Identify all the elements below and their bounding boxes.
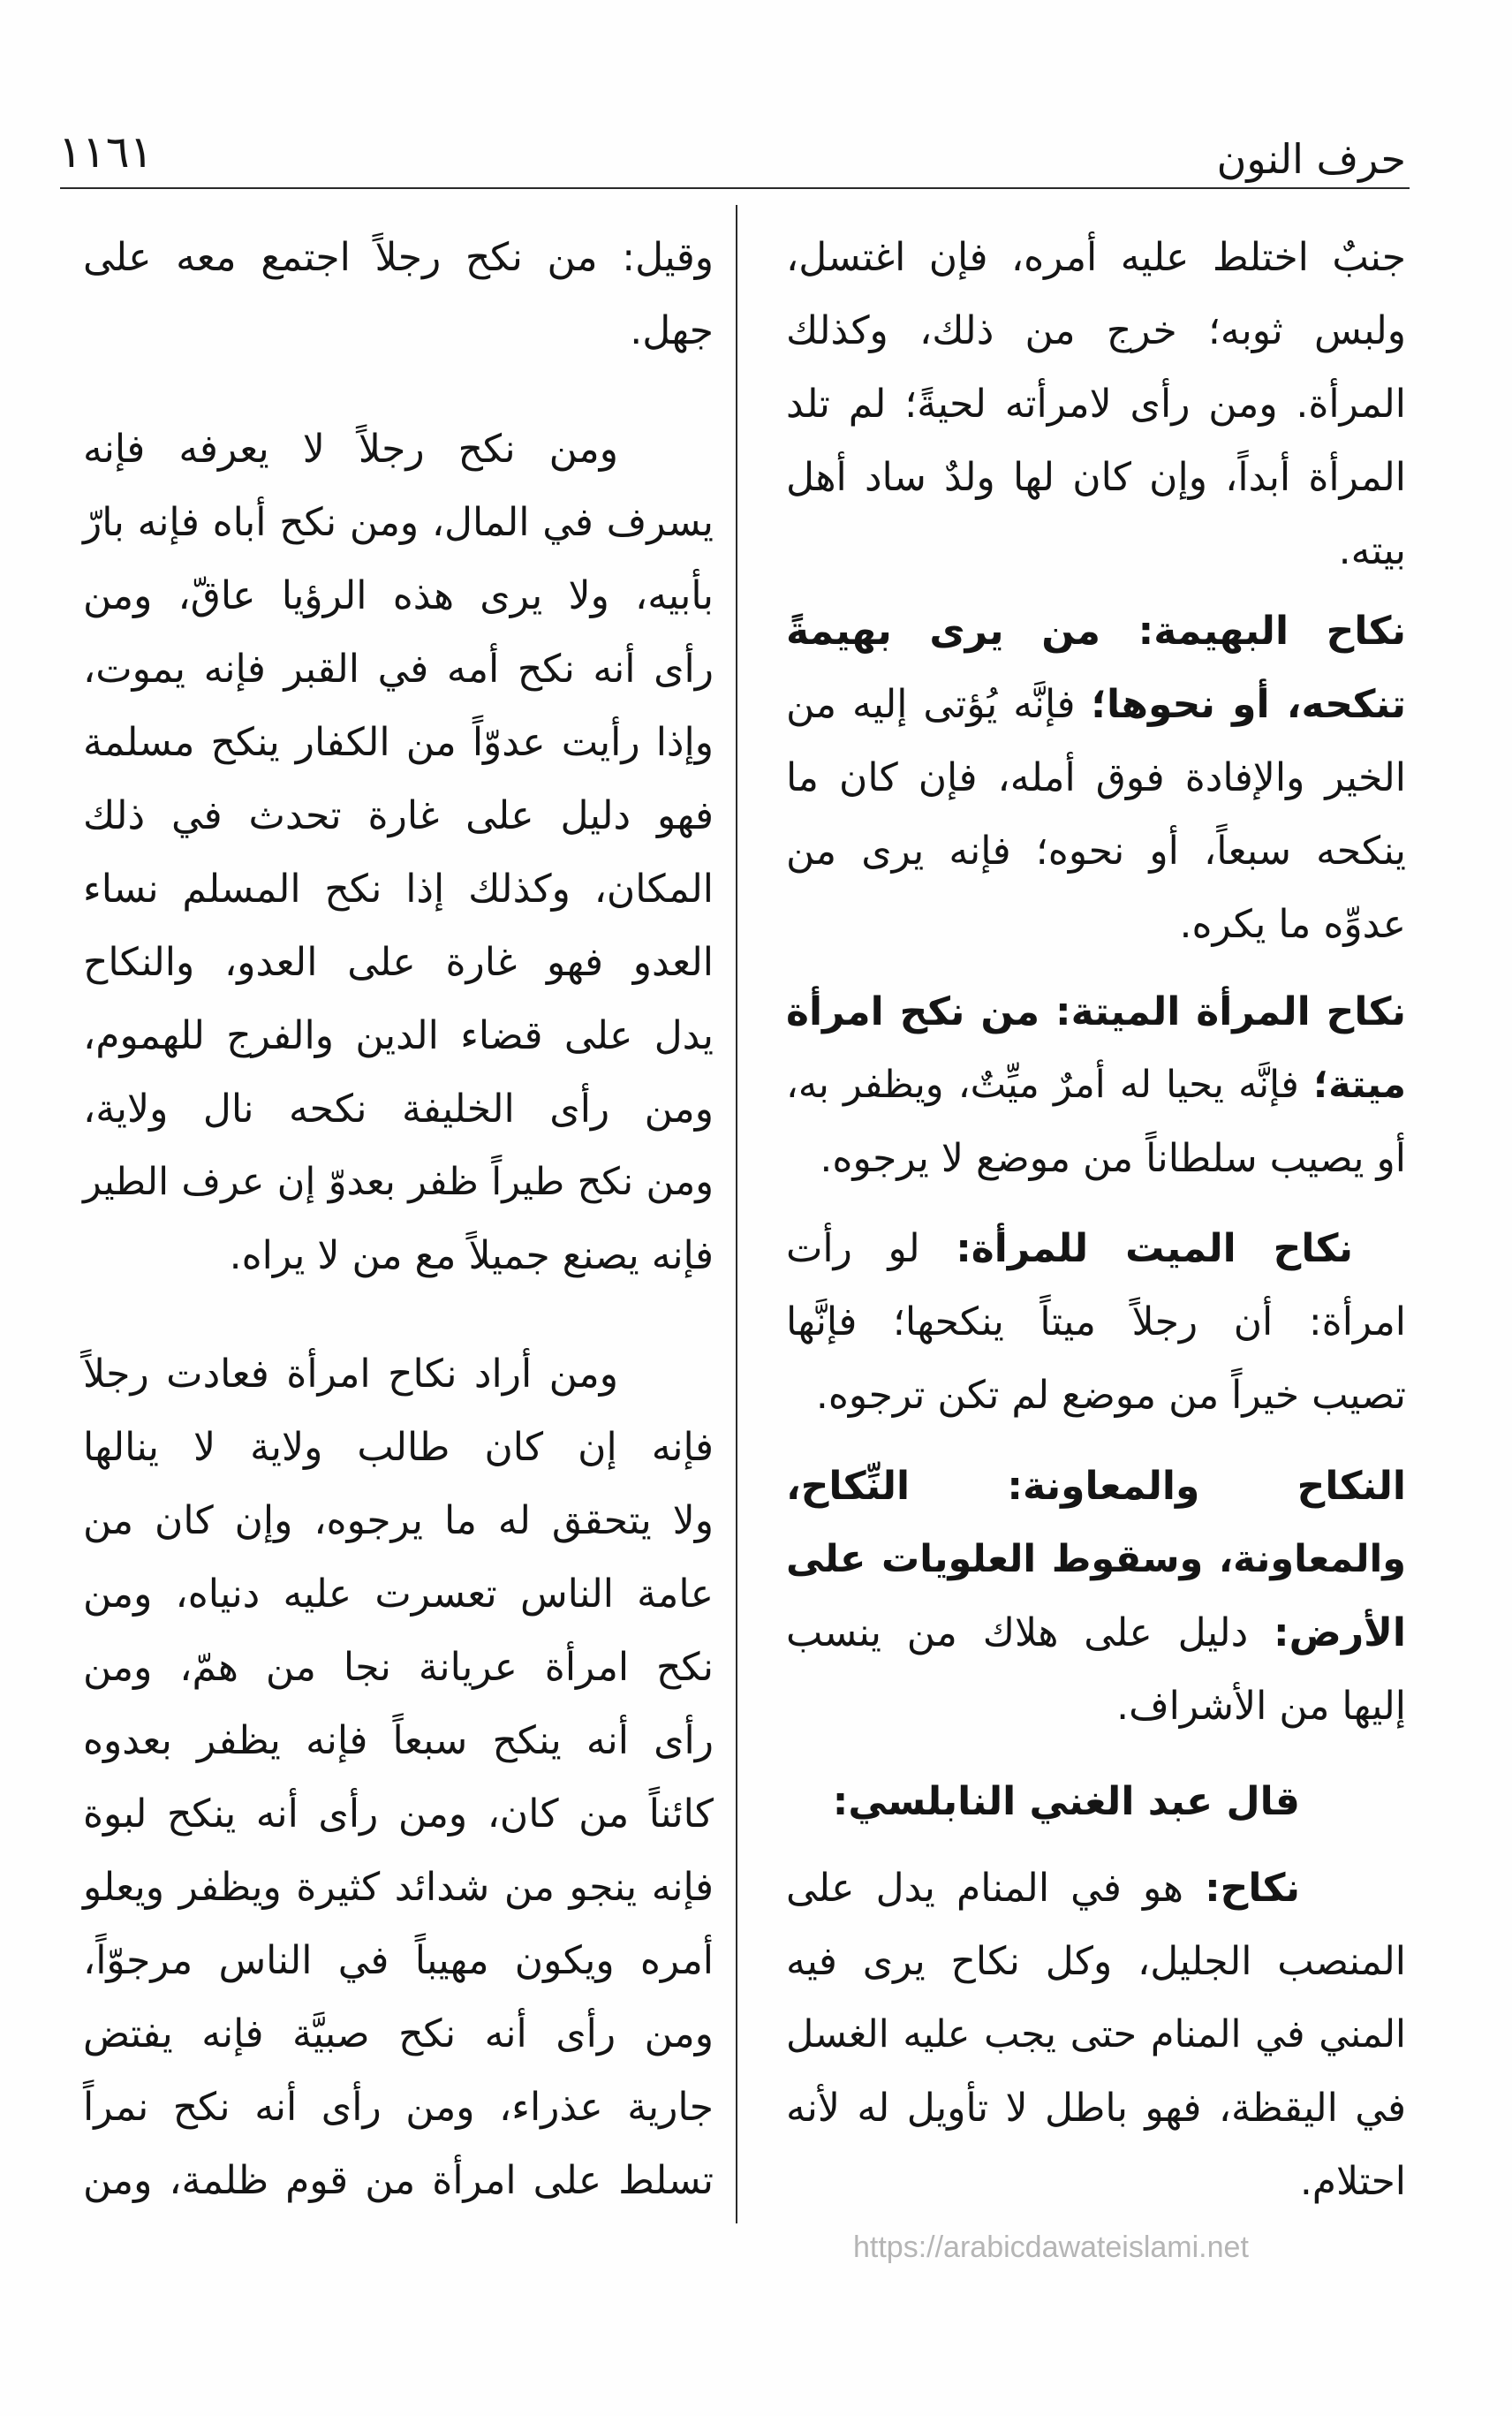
text-line — [786, 595, 1406, 668]
watermark-url: https://arabicdawateislami.net — [853, 2230, 1249, 2264]
text-line: كائناً من كان، ومن رأى أنه ينكح لبوة — [83, 1791, 714, 1837]
body-text: فإنَّه يحيا له أمرٌ ميِّتٌ، ويظفر به، — [786, 1063, 1299, 1107]
entry-heading: نكاح المرأة الميتة: من نكح امرأة — [786, 989, 1406, 1034]
paragraph — [83, 221, 714, 367]
text-line — [786, 1765, 1406, 1838]
bold-text: والمعاونة، وسقوط العلويات على — [786, 1537, 1406, 1581]
text-line: عدوِّه ما يكره. — [1179, 902, 1406, 947]
text-line: الخير والإفادة فوق أمله، فإن كان ما — [786, 755, 1406, 800]
text-line: ومن رأى الخليفة نكحه نال ولاية، — [83, 1087, 714, 1132]
text-line — [786, 1852, 1406, 1925]
dictionary-entry — [786, 1450, 1406, 1743]
text-line: في اليقظة، فهو باطل لا تأويل له لأنه — [786, 2086, 1406, 2131]
entry-heading: النكاح والمعاونة: النِّكاح، — [786, 1464, 1406, 1509]
dictionary-entry — [786, 1852, 1406, 2218]
text-line — [786, 1596, 1406, 1670]
text-line: المنصب الجليل، وكل نكاح يرى فيه — [786, 1939, 1406, 1984]
body-text: لو رأت — [786, 1226, 920, 1271]
text-line — [786, 1049, 1406, 1122]
dictionary-entry — [786, 1212, 1406, 1432]
text-line: ومن أراد نكاح امرأة فعادت رجلاً — [83, 1352, 618, 1397]
text-line: يدل على قضاء الدين والفرج للهموم، — [83, 1013, 714, 1058]
bold-text: الأرض: — [1274, 1610, 1406, 1655]
text-line: جنبٌ اختلط عليه أمره، فإن اغتسل، — [786, 235, 1406, 280]
text-line: فإنه ينجو من شدائد كثيرة ويظفر ويعلو — [83, 1865, 714, 1910]
text-line: فإنه يصنع جميلاً مع من لا يراه. — [229, 1233, 714, 1278]
text-line: ولا يتحقق له ما يرجوه، وإن كان من — [83, 1498, 714, 1543]
text-line: يسرف في المال، ومن نكح أباه فإنه بارّ — [83, 500, 714, 545]
text-line: فإنه إن كان طالب ولاية لا ينالها — [83, 1425, 714, 1470]
text-line — [786, 1212, 1406, 1285]
text-line: ولبس ثوبه؛ خرج من ذلك، وكذلك — [786, 308, 1406, 353]
text-line — [786, 1523, 1406, 1596]
left-column — [83, 221, 714, 2217]
text-line — [786, 1450, 1406, 1523]
paragraph — [83, 1337, 714, 2217]
text-line: فهو دليل على غارة تحدث في ذلك — [83, 793, 714, 838]
body-text: دليل على هلاك من ينسب — [786, 1610, 1249, 1655]
dictionary-entry — [786, 595, 1406, 961]
section-heading — [786, 1765, 1406, 1838]
text-line: العدو فهو غارة على العدو، والنكاح — [83, 940, 714, 985]
body-text: هو في المنام يدل على — [786, 1866, 1183, 1911]
source-heading: قال عبد الغني النابلسي: — [832, 1779, 1300, 1824]
text-line: وقيل: من نكح رجلاً اجتمع معه على — [83, 235, 714, 280]
paragraph — [83, 413, 714, 1292]
header-rule — [60, 187, 1410, 189]
text-line: أو يصيب سلطاناً من موضع لا يرجوه. — [820, 1136, 1406, 1181]
text-line: أمره ويكون مهيباً في الناس مرجوّاً، — [83, 1938, 714, 1983]
text-line: المرأة أبداً، وإن كان لها ولدٌ ساد أهل — [786, 455, 1406, 500]
dictionary-entry — [786, 975, 1406, 1195]
text-line: جهل. — [630, 308, 714, 353]
column-divider — [736, 205, 737, 2223]
text-line: جارية عذراء، ومن رأى أنه نكح نمراً — [83, 2085, 714, 2130]
text-line: امرأة: أن رجلاً ميتاً ينكحها؛ فإنَّها — [786, 1299, 1406, 1344]
text-line: ومن نكح طيراً ظفر بعدوّ إن عرف الطير — [83, 1160, 714, 1204]
text-line: تصيب خيراً من موضع لم تكن ترجوه. — [815, 1373, 1406, 1418]
page-number: ١١٦١ — [58, 126, 154, 178]
text-line: ينكحه سبعاً، أو نحوه؛ فإنه يرى من — [786, 829, 1406, 874]
text-line — [786, 975, 1406, 1049]
text-line: احتلام. — [1299, 2159, 1406, 2204]
text-line: بيته. — [1338, 528, 1406, 573]
text-line: بأبيه، ولا يرى هذه الرؤيا عاقّ، ومن — [83, 573, 714, 618]
text-line: عامة الناس تعسرت عليه دنياه، ومن — [83, 1572, 714, 1617]
text-line: تسلط على امرأة من قوم ظلمة، ومن — [83, 2158, 714, 2203]
entry-heading: نكاح الميت للمرأة: — [956, 1226, 1353, 1271]
text-line: رأى أنه ينكح سبعاً فإنه يظفر بعدوه — [83, 1718, 714, 1763]
text-line: المكان، وكذلك إذا نكح المسلم نساء — [83, 867, 714, 912]
bold-text: تنكحه، أو نحوها؛ — [1091, 682, 1406, 727]
entry-heading: نكاح: — [1205, 1866, 1300, 1911]
right-column — [786, 221, 1406, 2218]
bold-text: ميتة؛ — [1312, 1063, 1406, 1107]
entry-heading: نكاح البهيمة: من يرى بهيمةً — [786, 609, 1406, 654]
chapter-title: حرف النون — [1216, 135, 1406, 183]
text-line: وإذا رأيت عدوّاً من الكفار ينكح مسلمة — [83, 720, 714, 765]
text-line: إليها من الأشراف. — [1116, 1684, 1406, 1729]
text-line: المني في المنام حتى يجب عليه الغسل — [786, 2012, 1406, 2056]
body-text: فإنَّه يُؤتى إليه من — [786, 682, 1076, 727]
text-line: ومن رأى أنه نكح صبيَّة فإنه يفتض — [83, 2011, 714, 2056]
text-line: نكح امرأة عريانة نجا من همّ، ومن — [83, 1645, 714, 1690]
text-line: ومن نكح رجلاً لا يعرفه فإنه — [83, 427, 618, 472]
text-line: رأى أنه نكح أمه في القبر فإنه يموت، — [83, 647, 714, 692]
paragraph — [786, 221, 1406, 587]
text-line: المرأة. ومن رأى لامرأته لحيةً؛ لم تلد — [786, 382, 1406, 427]
text-line — [786, 668, 1406, 741]
